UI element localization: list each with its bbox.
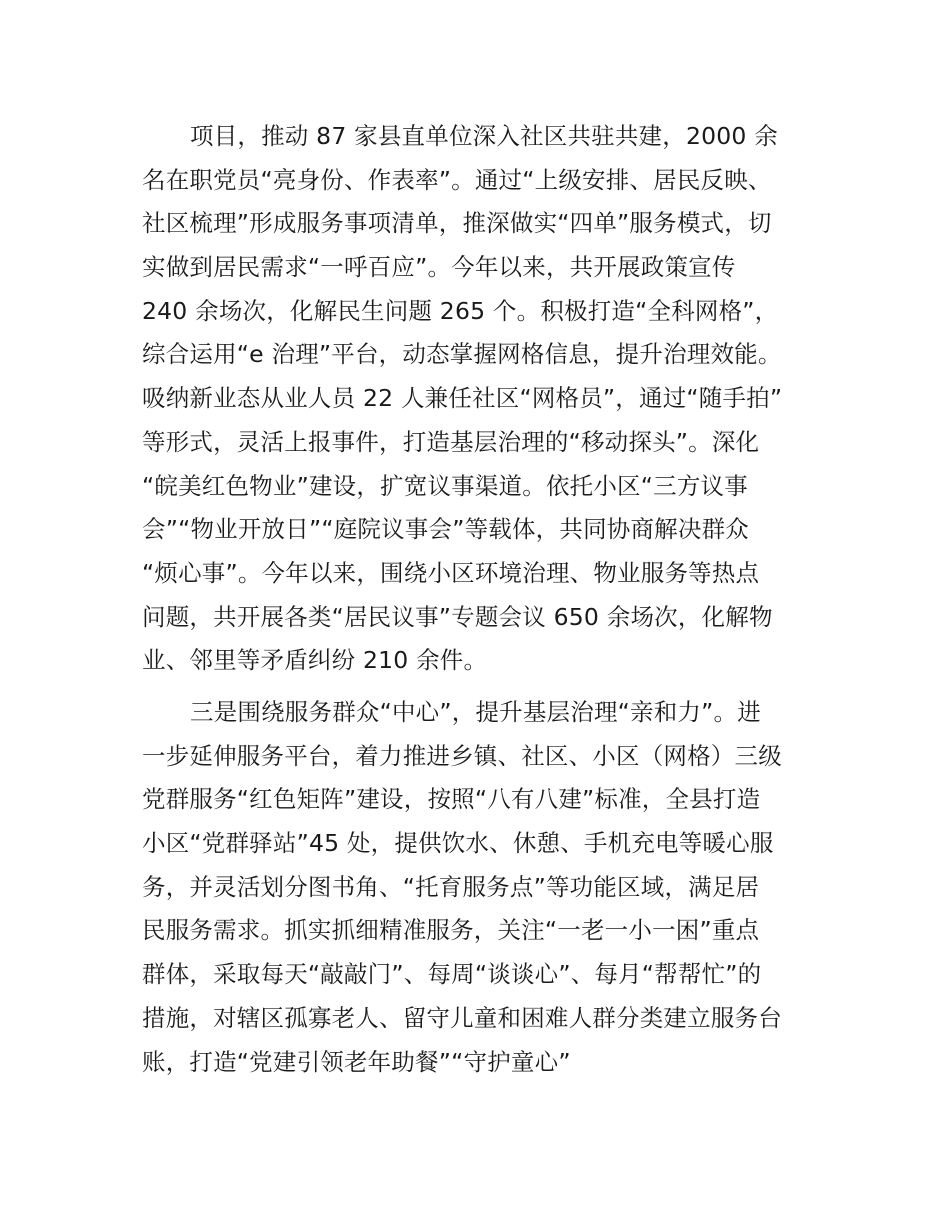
paragraph-line: 措施，对辖区孤寡老人、留守儿童和困难人群分类建立服务台 bbox=[142, 1003, 782, 1032]
paragraph-line: 账，打造“党建引领老年助餐”“守护童心” bbox=[142, 1047, 571, 1076]
paragraph-line: 小区“党群驿站”45 处，提供饮水、休憩、手机充电等暖心服 bbox=[142, 829, 774, 858]
paragraph-line: 会”“物业开放日”“庭院议事会”等载体，共同协商解决群众 bbox=[142, 515, 749, 544]
body-paragraph-2 bbox=[142, 691, 810, 1084]
paragraph-line: 党群服务“红色矩阵”建设，按照“八有八建”标准，全县打造 bbox=[142, 785, 761, 814]
paragraph-line: 业、邻里等矛盾纠纷 210 余件。 bbox=[142, 646, 488, 675]
paragraph-line: 一步延伸服务平台，着力推进乡镇、社区、小区（网格）三级 bbox=[142, 741, 782, 770]
paragraph-line: 项目，推动 87 家县直单位深入社区共驻共建，2000 余 bbox=[190, 122, 778, 150]
paragraph-line: “烦心事”。今年以来，围绕小区环境治理、物业服务等热点 bbox=[142, 558, 760, 587]
body-paragraph-1 bbox=[142, 115, 810, 683]
paragraph-line: 综合运用“e 治理”平台，动态掌握网格信息，提升治理效能。 bbox=[142, 340, 782, 369]
paragraph-line: 名在职党员“亮身份、作表率”。通过“上级安排、居民反映、 bbox=[142, 165, 772, 194]
paragraph-line: 等形式，灵活上报事件，打造基层治理的“移动探头”。深化 bbox=[142, 427, 760, 456]
paragraph-line: 240 余场次，化解民生问题 265 个。积极打造“全科网格”， bbox=[142, 296, 779, 325]
paragraph-line: 群体，采取每天“敲敲门”、每周“谈谈心”、每月“帮帮忙”的 bbox=[142, 960, 762, 989]
paragraph-line: 实做到居民需求“一呼百应”。今年以来，共开展政策宣传 bbox=[142, 253, 736, 282]
paragraph-line: 问题，共开展各类“居民议事”专题会议 650 余场次，化解物 bbox=[142, 602, 773, 631]
paragraph-line: “皖美红色物业”建设，扩宽议事渠道。依托小区“三方议事 bbox=[142, 471, 748, 500]
paragraph-line: 三是围绕服务群众“中心”，提升基层治理“亲和力”。进 bbox=[190, 698, 761, 726]
paragraph-line: 务，并灵活划分图书角、“托育服务点”等功能区域，满足居 bbox=[142, 872, 760, 901]
paragraph-line: 吸纳新业态从业人员 22 人兼任社区“网格员”，通过“随手拍” bbox=[142, 384, 783, 413]
paragraph-line: 社区梳理”形成服务事项清单，推深做实“四单”服务模式，切 bbox=[142, 209, 772, 238]
paragraph-line: 民服务需求。抓实抓细精准服务，关注“一老一小一困”重点 bbox=[142, 916, 760, 945]
